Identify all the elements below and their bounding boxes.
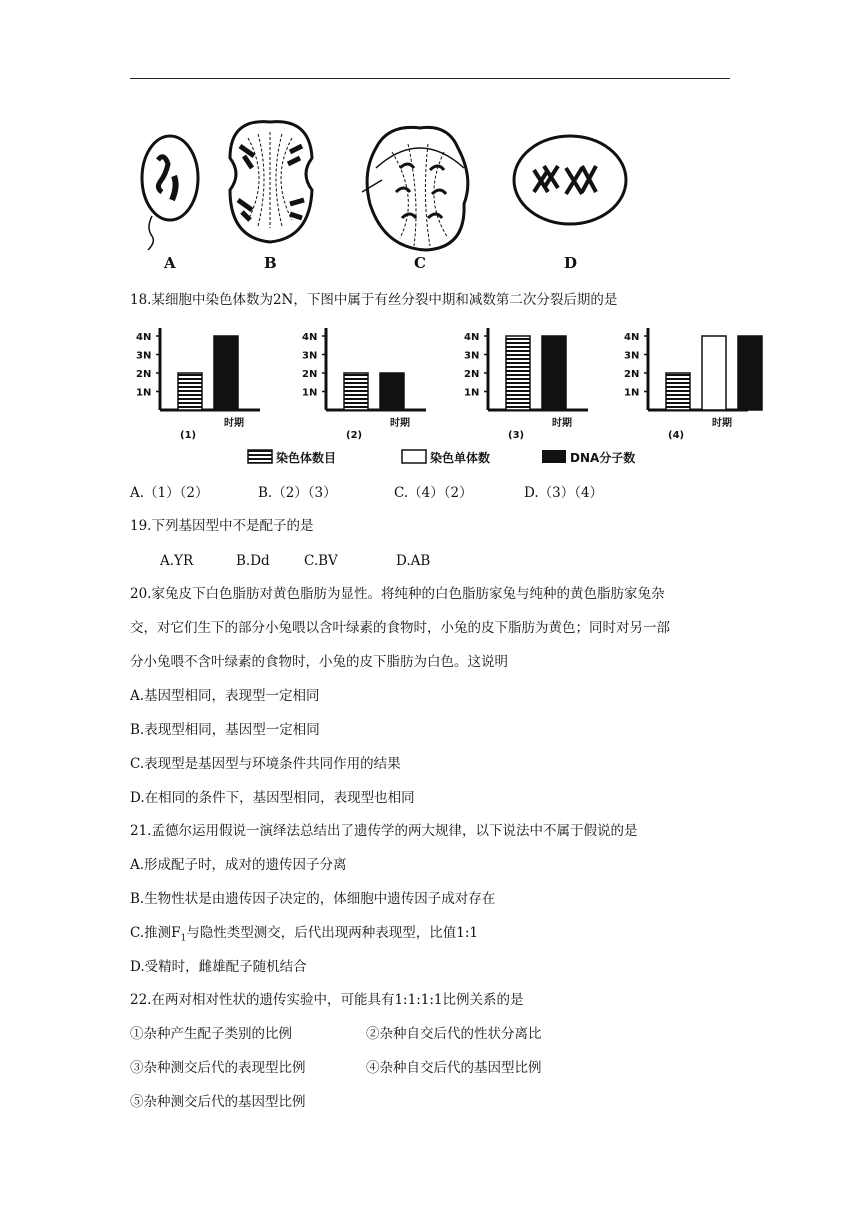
y-tick-label: 3N xyxy=(464,350,480,362)
q22-item-2: ②杂种自交后代的性状分离比 xyxy=(366,1026,542,1042)
y-tick-label: 2N xyxy=(302,369,318,380)
q20-option-c: C.表现型是基因型与环境条件共同作用的结果 xyxy=(130,756,401,772)
q19-option-d: D.AB xyxy=(396,553,431,569)
chart-panel-2 xyxy=(302,328,426,441)
y-tick-label: 2N xyxy=(624,369,640,380)
cell-label-c: C xyxy=(414,254,426,272)
legend-label-chromosome: 染色体数目 xyxy=(276,451,337,465)
bar-2 xyxy=(214,336,238,410)
y-tick-label: 1N xyxy=(624,387,640,399)
cell-label-d: D xyxy=(564,254,578,272)
chart-legend xyxy=(248,450,635,465)
q22-item-3: ③杂种测交后代的表现型比例 xyxy=(130,1060,306,1076)
cell-division-figure xyxy=(130,108,630,278)
panel-caption: (3) xyxy=(508,430,525,441)
y-tick-label: 2N xyxy=(136,369,152,380)
q22-item-5: ⑤杂种测交后代的基因型比例 xyxy=(130,1094,306,1110)
y-tick-label: 3N xyxy=(624,350,640,362)
cell-c xyxy=(362,127,468,250)
cell-a xyxy=(142,136,198,250)
q18-option-c: C.（4）（2） xyxy=(394,485,473,501)
q21-option-c-sub: 1 xyxy=(180,933,187,944)
q21-stem: 21.孟德尔运用假说一演绎法总结出了遗传学的两大规律，以下说法中不属于假说的是 xyxy=(130,823,638,839)
y-tick-label: 4N xyxy=(464,332,480,343)
q21-option-c xyxy=(130,924,478,948)
q19-stem: 19.下列基因型中不是配子的是 xyxy=(130,518,314,534)
q18-option-a: A.（1）（2） xyxy=(130,485,209,501)
chart-panel-1 xyxy=(136,328,260,441)
q20-stem-line-3: 分小兔喂不含叶绿素的食物时，小兔的皮下脂肪为白色。这说明 xyxy=(130,654,508,670)
y-tick-label: 3N xyxy=(136,350,152,362)
q22-item-1: ①杂种产生配子类别的比例 xyxy=(130,1026,292,1042)
bar-0 xyxy=(178,373,202,410)
chart-panel-3 xyxy=(464,328,588,441)
panel-caption: (1) xyxy=(180,430,197,441)
q21-option-c-pre: C.推测F xyxy=(130,925,181,941)
y-tick-label: 3N xyxy=(302,350,318,362)
y-tick-label: 2N xyxy=(464,369,480,380)
panel-caption: (2) xyxy=(346,430,363,441)
legend-swatch-dna xyxy=(542,450,566,463)
legend-swatch-chromosome xyxy=(248,450,272,463)
q18-option-d: D.（3）（4） xyxy=(524,485,604,501)
cell-d xyxy=(514,136,626,224)
bar-2 xyxy=(542,336,566,410)
legend-label-dna: DNA分子数 xyxy=(570,451,636,465)
y-tick-label: 1N xyxy=(302,387,318,399)
cell-label-a: A xyxy=(164,254,176,272)
y-tick-label: 4N xyxy=(624,332,640,343)
x-axis-label: 时期 xyxy=(224,418,244,429)
q20-option-d: D.在相同的条件下，基因型相同，表现型也相同 xyxy=(130,790,415,806)
q20-stem-line-1: 20.家兔皮下白色脂肪对黄色脂肪为显性。将纯种的白色脂肪家兔与纯种的黄色脂肪家兔杂 xyxy=(130,586,665,602)
chromosome-bar-charts xyxy=(130,322,760,472)
legend-swatch-chromatid xyxy=(402,450,426,463)
q21-option-c-post: 与隐性类型测交，后代出现两种表现型，比值1:1 xyxy=(186,925,478,941)
panel-caption: (4) xyxy=(668,430,685,441)
header-rule xyxy=(130,78,730,79)
bar-2 xyxy=(380,373,404,410)
x-axis-label: 时期 xyxy=(552,418,572,429)
legend-label-chromatid: 染色单体数 xyxy=(430,451,491,465)
q20-stem-line-2: 交，对它们生下的部分小兔喂以含叶绿素的食物时，小兔的皮下脂肪为黄色；同时对另一部 xyxy=(130,620,670,636)
cell-b xyxy=(230,122,312,242)
q21-option-a: A.形成配子时，成对的遗传因子分离 xyxy=(130,857,347,873)
bar-0 xyxy=(506,336,530,410)
q19-option-c: C.BV xyxy=(304,553,338,569)
q22-stem: 22.在两对相对性状的遗传实验中，可能具有1:1:1:1比例关系的是 xyxy=(130,992,524,1008)
q19-option-b: B.Dd xyxy=(236,553,270,569)
y-tick-label: 1N xyxy=(136,387,152,399)
bar-1 xyxy=(702,336,726,410)
bar-0 xyxy=(344,373,368,410)
y-tick-label: 4N xyxy=(136,332,152,343)
x-axis-label: 时期 xyxy=(712,418,732,429)
bar-0 xyxy=(666,373,690,410)
x-axis-label: 时期 xyxy=(390,418,410,429)
y-tick-label: 1N xyxy=(464,387,480,399)
cell-label-b: B xyxy=(264,254,277,272)
y-tick-label: 4N xyxy=(302,332,318,343)
q20-option-a: A.基因型相同，表现型一定相同 xyxy=(130,688,320,704)
q22-item-4: ④杂种自交后代的基因型比例 xyxy=(366,1060,542,1076)
chart-panel-4 xyxy=(624,328,762,441)
q21-option-d: D.受精时，雌雄配子随机结合 xyxy=(130,959,307,975)
q18-option-b: B.（2）（3） xyxy=(258,485,337,501)
q21-option-b: B.生物性状是由遗传因子决定的，体细胞中遗传因子成对存在 xyxy=(130,891,496,907)
q19-option-a: A.YR xyxy=(160,553,194,569)
q20-option-b: B.表现型相同，基因型一定相同 xyxy=(130,722,320,738)
q18-stem: 18.某细胞中染色体数为2N，下图中属于有丝分裂中期和减数第二次分裂后期的是 xyxy=(130,292,618,308)
bar-2 xyxy=(738,336,762,410)
